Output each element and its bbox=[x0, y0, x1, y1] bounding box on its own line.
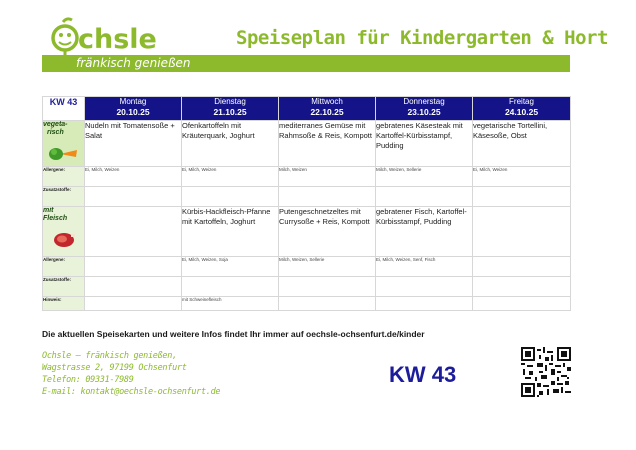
veg-additives-cell bbox=[85, 187, 182, 207]
veg-additives-cell bbox=[279, 187, 376, 207]
day-header-wed bbox=[279, 97, 376, 121]
day-date: 20.10.25 bbox=[116, 107, 150, 117]
menu-table bbox=[42, 96, 571, 311]
meat-allergens-mon bbox=[85, 257, 182, 277]
header-row bbox=[43, 97, 571, 121]
week-cell: KW 43 bbox=[43, 97, 85, 121]
address-line: Wagstrasse 2, 97199 Ochsenfurt bbox=[42, 363, 187, 373]
logo-tagline: fränkisch genießen bbox=[76, 56, 191, 70]
veg-allergens-label: Allergene: bbox=[43, 167, 85, 187]
website-info: Die aktuellen Speisekarten und weitere Infos findet Ihr immer auf oechsle-ochsenfurt.de/kinder bbox=[42, 329, 425, 339]
week-badge: KW 43 bbox=[389, 362, 457, 387]
veg-meal-thu: gebratenes Käsesteak mit Kartoffel-Kürbisstampf, Pudding bbox=[376, 121, 473, 167]
hint-wed bbox=[279, 297, 376, 311]
meat-meal-tue: Kürbis-Hackfleisch-Pfanne mit Kartoffeln, Joghurt bbox=[182, 207, 279, 257]
veg-row bbox=[43, 121, 571, 167]
meat-allergens-tue: Ei, Milch, Weizen, Soja bbox=[182, 257, 279, 277]
day-date: 22.10.25 bbox=[310, 107, 344, 117]
day-header-thu bbox=[376, 97, 473, 121]
veg-meal-wed: mediterranes Gemüse mit Rahmsoße & Reis, Kompott bbox=[279, 121, 376, 167]
day-date: 23.10.25 bbox=[407, 107, 441, 117]
page-title: Speiseplan für Kindergarten & Hort bbox=[236, 27, 608, 49]
hint-thu bbox=[376, 297, 473, 311]
day-header-tue bbox=[182, 97, 279, 121]
meat-additives-cell bbox=[473, 277, 571, 297]
meat-meal-wed: Putengeschnetzeltes mit Currysoße + Reis, Kompott bbox=[279, 207, 376, 257]
veg-additives-cell bbox=[376, 187, 473, 207]
phone-line: Telefon: 09331-7989 bbox=[42, 375, 134, 385]
email-line: E-mail: kontakt@oechsle-ochsenfurt.de bbox=[42, 387, 221, 397]
meat-meal-mon bbox=[85, 207, 182, 257]
veg-meal-mon: Nudeln mit Tomatensoße + Salat bbox=[85, 121, 182, 167]
meat-allergens-thu: Ei, Milch, Weizen, Senf, Fisch bbox=[376, 257, 473, 277]
veg-allergens-fri: Ei, Milch, Weizen bbox=[473, 167, 571, 187]
meat-allergens-label: Allergene: bbox=[43, 257, 85, 277]
veg-additives-cell bbox=[473, 187, 571, 207]
day-date: 21.10.25 bbox=[213, 107, 247, 117]
meat-category bbox=[43, 207, 85, 257]
veg-label-1: vegeta- bbox=[43, 121, 68, 128]
logo-wordmark: chsle bbox=[78, 24, 157, 55]
hint-label: Hinweis: bbox=[43, 297, 85, 311]
hint-mon bbox=[85, 297, 182, 311]
meat-allergen-row bbox=[43, 257, 571, 277]
veg-allergens-wed: Milch, Weizen bbox=[279, 167, 376, 187]
veg-meal-tue: Ofenkartoffeln mit Kräuterquark, Joghurt bbox=[182, 121, 279, 167]
meat-label-1: mit bbox=[43, 207, 54, 214]
day-name: Freitag bbox=[509, 97, 534, 106]
meat-row bbox=[43, 207, 571, 257]
veg-allergens-tue: Ei, Milch, Weizen bbox=[182, 167, 279, 187]
hint-row bbox=[43, 297, 571, 311]
hint-tue: mit Schweinefleisch bbox=[182, 297, 279, 311]
meat-additives-label: Zusatzstoffe: bbox=[43, 277, 85, 297]
veg-label-2: risch bbox=[47, 129, 64, 136]
meat-label-2: Fleisch bbox=[43, 215, 68, 222]
hint-fri bbox=[473, 297, 571, 311]
ham-icon bbox=[52, 231, 76, 249]
meat-allergens-fri bbox=[473, 257, 571, 277]
day-name: Dienstag bbox=[214, 97, 246, 106]
meat-additives-cell bbox=[182, 277, 279, 297]
address-line: Ochsle – fränkisch genießen, bbox=[42, 351, 177, 361]
day-name: Montag bbox=[119, 97, 147, 106]
veg-additives-label: Zusatzstoffe: bbox=[43, 187, 85, 207]
veg-category bbox=[43, 121, 85, 167]
vegetables-icon bbox=[48, 145, 78, 163]
day-header-fri bbox=[473, 97, 571, 121]
meat-allergens-wed: Milch, Weizen, Sellerie bbox=[279, 257, 376, 277]
meat-additives-cell bbox=[279, 277, 376, 297]
veg-allergens-mon: Ei, Milch, Weizen bbox=[85, 167, 182, 187]
day-name: Donnerstag bbox=[403, 97, 445, 106]
meat-additives-row bbox=[43, 277, 571, 297]
day-date: 24.10.25 bbox=[504, 107, 539, 117]
day-name: Mittwoch bbox=[311, 97, 343, 106]
meat-meal-fri bbox=[473, 207, 571, 257]
day-header-mon bbox=[85, 97, 182, 121]
qr-code-icon bbox=[521, 347, 571, 397]
veg-meal-fri: vegetarische Tortellini, Käsesoße, Obst bbox=[473, 121, 571, 167]
veg-allergen-row bbox=[43, 167, 571, 187]
veg-allergens-thu: Milch, Weizen, Sellerie bbox=[376, 167, 473, 187]
meat-meal-thu: gebratener Fisch, Kartoffel-Kürbisstampf, Pudding bbox=[376, 207, 473, 257]
meat-additives-cell bbox=[376, 277, 473, 297]
veg-additives-cell bbox=[182, 187, 279, 207]
address-block bbox=[42, 350, 220, 398]
meat-additives-cell bbox=[85, 277, 182, 297]
veg-additives-row bbox=[43, 187, 571, 207]
